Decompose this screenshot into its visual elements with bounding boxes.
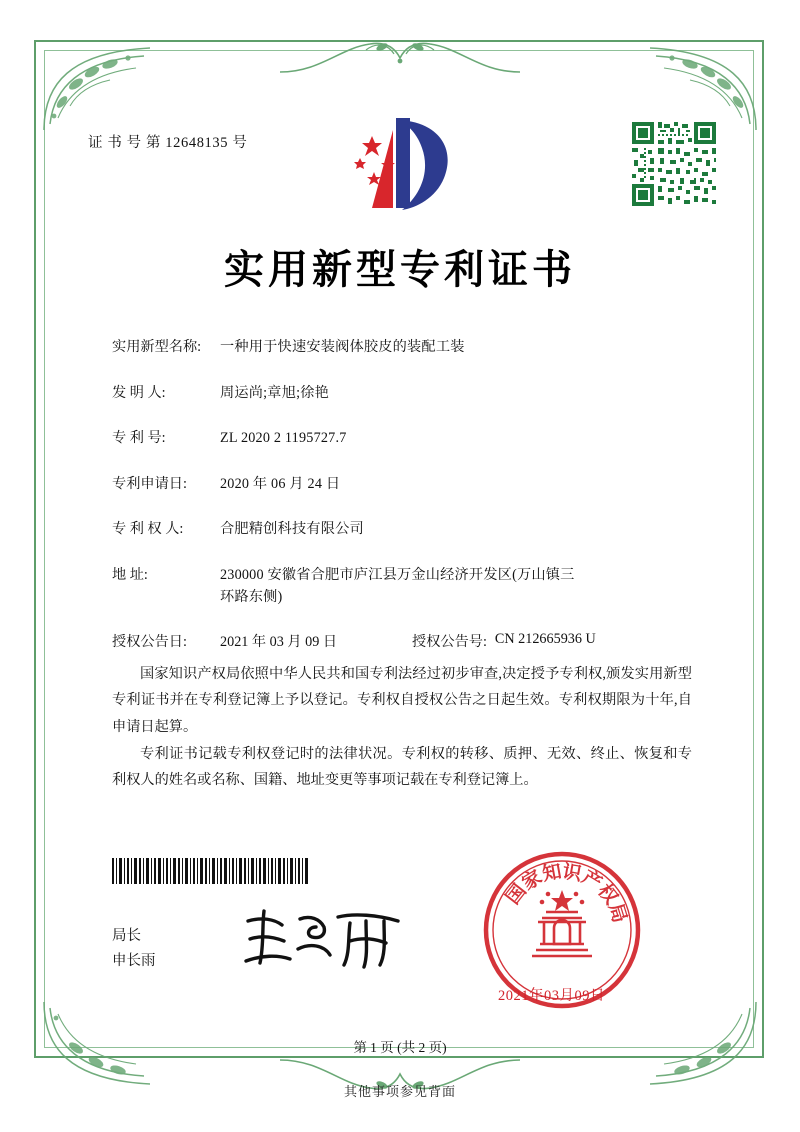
patent-office-logo — [352, 112, 458, 216]
svg-text:知: 知 — [540, 860, 564, 886]
field-value: CN 212665936 U — [494, 631, 596, 647]
field-label: 实用新型名称: — [112, 339, 202, 355]
svg-text:识: 识 — [560, 860, 584, 886]
field-value: 2021 年 03 月 09 日 — [220, 634, 338, 650]
patent-field-list — [112, 336, 692, 667]
svg-text:家: 家 — [518, 865, 546, 895]
field-label: 授权公告日: — [112, 634, 187, 650]
field-invention-name — [112, 336, 692, 358]
field-grant-date — [112, 631, 412, 651]
field-patent-number — [112, 427, 692, 449]
field-label: 地 址: — [112, 566, 148, 583]
field-value-line2: 环路东侧) — [220, 588, 283, 605]
svg-text:产: 产 — [578, 865, 606, 895]
field-patentee — [112, 518, 692, 540]
barcode — [112, 858, 308, 884]
field-grant-number — [412, 631, 596, 651]
field-grant-row — [112, 631, 692, 651]
footer-note: 其他事项参见背面 — [343, 1084, 456, 1099]
seal-date: 2021年03月09日 — [498, 988, 605, 1004]
field-label: 专 利 号: — [112, 430, 166, 446]
field-value: 2020 年 06 月 24 日 — [220, 475, 341, 492]
field-label: 授权公告号: — [412, 634, 487, 650]
field-application-date — [112, 473, 692, 495]
paragraph-grant: 国家知识产权局依照中华人民共和国专利法经过初步审查,决定授予专利权,颁发实用新型专利证书并在专利登记簿上予以登记。专利权自授权公告之日起生效。专利权期限为十年,自申请日起算。 — [112, 666, 692, 735]
field-value: 合肥精创科技有限公司 — [220, 521, 364, 537]
certificate-number: 证 书 号 第 12648135 号 — [88, 135, 248, 151]
page-number: 第 1 页 (共 2 页) — [353, 1040, 447, 1055]
director-name: 申长雨 — [112, 952, 156, 969]
field-label: 发 明 人: — [112, 384, 166, 401]
field-value-line1: 230000 安徽省合肥市庐江县万金山经济开发区(万山镇三 — [220, 566, 575, 583]
ornament-top-center — [270, 38, 530, 78]
field-label: 专利申请日: — [112, 475, 187, 492]
page-title: 实用新型专利证书 — [224, 247, 576, 293]
svg-text:国: 国 — [501, 880, 531, 909]
paragraph-register: 专利证书记载专利权登记时的法律状况。专利权的转移、质押、无效、终止、恢复和专利权人的姓名或名称、国籍、地址变更等事项记载在专利登记簿上。 — [112, 745, 692, 789]
legal-text-block — [112, 661, 692, 794]
field-inventors — [112, 382, 692, 404]
svg-text:权: 权 — [593, 880, 623, 909]
signature-labels — [112, 924, 156, 974]
director-title: 局长 — [112, 928, 141, 944]
field-value: 一种用于快速安装阀体胶皮的装配工装 — [220, 339, 465, 355]
field-label: 专 利 权 人: — [112, 521, 184, 537]
field-address — [112, 564, 692, 608]
ornament-corner-top-left — [40, 44, 158, 134]
field-value: ZL 2020 2 1195727.7 — [220, 430, 347, 446]
qr-code — [630, 120, 718, 208]
field-value: 周运尚;章旭;徐艳 — [220, 384, 329, 401]
svg-text:局: 局 — [604, 900, 631, 926]
handwritten-signature — [238, 905, 418, 971]
